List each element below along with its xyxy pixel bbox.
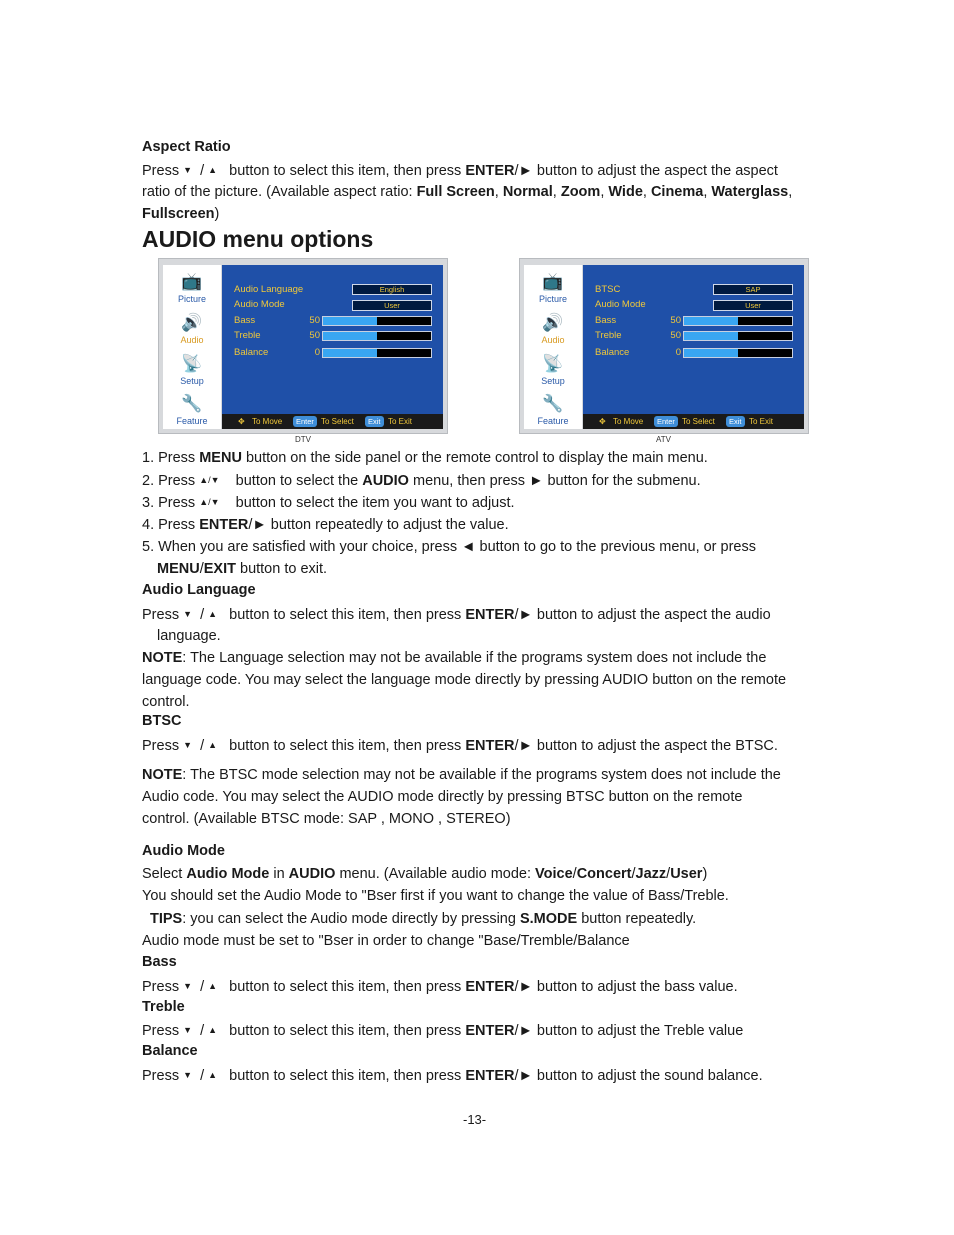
osd-foot-enter-key: Enter [293, 416, 317, 427]
osd-level-bar [683, 348, 793, 358]
balance-line: Press ▼ / ▲ button to select this item, then press ENTER/► button to adjust the sound balance. [142, 1068, 763, 1084]
osd-row-number: 0 [314, 347, 320, 358]
osd-row-label: Treble [595, 330, 622, 341]
osd-atv-screenshot [519, 258, 809, 434]
audio-language-heading: Audio Language [142, 582, 256, 598]
down-triangle-icon: ▼ [183, 981, 193, 991]
tools-icon: 🔧 [542, 394, 564, 413]
osd-row-number: 50 [309, 315, 320, 326]
osd-side-setup: 📡 Setup [541, 354, 565, 386]
osd-side-audio: 🔊 Audio [541, 313, 565, 345]
osd-sidebar [524, 265, 582, 429]
osd-foot-move: To Move [252, 417, 283, 426]
osd-side-feature: 🔧 Feature [537, 394, 569, 426]
up-triangle-icon: ▲ [208, 740, 218, 750]
osd-side-setup: 📡 Setup [180, 354, 204, 386]
osd-row-label: Balance [234, 347, 269, 358]
audio-language-note2: language code. You may select the language mode directly by pressing AUDIO button on the remote [142, 672, 787, 688]
btsc-note2: Audio code. You may select the AUDIO mode directly by pressing BTSC button on the remote [142, 789, 743, 805]
down-triangle-icon: ▼ [183, 740, 193, 750]
down-triangle-icon: ▼ [183, 1070, 193, 1080]
osd-foot-exit-key: Exit [726, 416, 745, 427]
osd-foot-exit: To Exit [749, 417, 774, 426]
osd-value-box: User [713, 300, 793, 311]
step-2: 2. Press ▲/▼ button to select the AUDIO menu, then press ► button for the submenu. [142, 473, 701, 489]
osd-side-feature: 🔧 Feature [176, 394, 208, 426]
bass-heading: Bass [142, 954, 177, 970]
up-triangle-icon: ▲ [208, 981, 218, 991]
speaker-icon: 🔊 [181, 313, 203, 332]
osd-row-label: Audio Mode [595, 299, 646, 310]
aspect-heading: Aspect Ratio [142, 139, 231, 155]
audio-mode-line1: Select Audio Mode in AUDIO menu. (Available audio mode: Voice/Concert/Jazz/User) [142, 866, 708, 882]
osd-foot-enter-key: Enter [654, 416, 678, 427]
up-down-triangle-icon: ▲/▼ [199, 475, 220, 485]
osd-footer [583, 414, 804, 429]
osd-row-number: 50 [670, 315, 681, 326]
up-triangle-icon: ▲ [208, 1025, 218, 1035]
osd-row-label: Audio Language [234, 284, 304, 295]
down-triangle-icon: ▼ [183, 165, 193, 175]
osd-row-label: Balance [595, 347, 630, 358]
osd-value-box: User [352, 300, 432, 311]
osd-atv-caption: ATV [656, 435, 671, 444]
osd-row-label: BTSC [595, 284, 621, 295]
audio-language-line2: language. [157, 628, 221, 644]
move-arrows-icon: ✥ [238, 417, 245, 426]
osd-level-bar [683, 331, 793, 341]
osd-dtv-screenshot [158, 258, 448, 434]
satellite-dish-icon: 📡 [542, 354, 564, 373]
down-triangle-icon: ▼ [183, 609, 193, 619]
satellite-dish-icon: 📡 [181, 354, 203, 373]
audio-language-line1: Press ▼ / ▲ button to select this item, then press ENTER/► button to adjust the aspect the audio [142, 607, 771, 623]
osd-footer [222, 414, 443, 429]
up-triangle-icon: ▲ [208, 609, 218, 619]
balance-heading: Balance [142, 1043, 198, 1059]
treble-heading: Treble [142, 999, 185, 1015]
osd-row-label: Bass [234, 315, 256, 326]
osd-main-panel [583, 265, 804, 415]
osd-sidebar [163, 265, 221, 429]
audio-mode-heading: Audio Mode [142, 843, 225, 859]
up-triangle-icon: ▲ [208, 165, 218, 175]
tv-icon: 📺 [542, 272, 564, 291]
osd-value-box: SAP [713, 284, 793, 295]
osd-foot-select: To Select [682, 417, 715, 426]
step-5-line1: 5. When you are satisfied with your choice, press ◄ button to go to the previous menu, or press [142, 539, 756, 555]
osd-foot-select: To Select [321, 417, 354, 426]
osd-side-picture: 📺 Picture [177, 272, 206, 304]
speaker-icon: 🔊 [542, 313, 564, 332]
osd-row-number: 50 [670, 330, 681, 341]
osd-foot-exit-key: Exit [365, 416, 384, 427]
osd-row-number: 0 [675, 347, 681, 358]
btsc-line1: Press ▼ / ▲ button to select this item, then press ENTER/► button to adjust the aspect the BTSC. [142, 738, 778, 754]
aspect-line3: Fullscreen) [142, 206, 220, 222]
up-down-triangle-icon: ▲/▼ [199, 497, 220, 507]
osd-level-bar [322, 348, 432, 358]
down-triangle-icon: ▼ [183, 1025, 193, 1035]
step-5-line2: MENU/EXIT button to exit. [157, 561, 328, 577]
osd-row-label: Treble [234, 330, 261, 341]
btsc-note3: control. (Available BTSC mode: SAP , MONO , STEREO) [142, 811, 511, 827]
up-triangle-icon: ▲ [208, 1070, 218, 1080]
audio-language-note3: control. [142, 694, 190, 710]
osd-foot-exit: To Exit [388, 417, 413, 426]
osd-row-number: 50 [309, 330, 320, 341]
bass-line: Press ▼ / ▲ button to select this item, then press ENTER/► button to adjust the bass value. [142, 979, 738, 995]
btsc-heading: BTSC [142, 713, 182, 729]
audio-mode-tips: TIPS: you can select the Audio mode directly by pressing S.MODE button repeatedly. [150, 911, 697, 927]
aspect-line2: ratio of the picture. (Available aspect ratio: Full Screen, Normal, Zoom, Wide, Cinema, Waterglass, [142, 184, 793, 200]
tools-icon: 🔧 [181, 394, 203, 413]
audio-mode-line2: You should set the Audio Mode to "Bser first if you want to change the value of Bass/Treble. [142, 888, 729, 904]
osd-value-box: English [352, 284, 432, 295]
osd-dtv-caption: DTV [295, 435, 311, 444]
move-arrows-icon: ✥ [599, 417, 606, 426]
osd-row-label: Bass [595, 315, 617, 326]
osd-level-bar [683, 316, 793, 326]
treble-line: Press ▼ / ▲ button to select this item, then press ENTER/► button to adjust the Treble value [142, 1023, 744, 1039]
step-4: 4. Press ENTER/► button repeatedly to adjust the value. [142, 517, 509, 533]
osd-foot-move: To Move [613, 417, 644, 426]
step-1: 1. Press MENU button on the side panel or the remote control to display the main menu. [142, 450, 708, 466]
osd-level-bar [322, 316, 432, 326]
page-number: -13- [463, 1112, 487, 1127]
audio-mode-line4: Audio mode must be set to "Bser in order to change "Base/Tremble/Balance [142, 933, 630, 949]
btsc-note1: NOTE: The BTSC mode selection may not be available if the programs system does not include the [142, 767, 781, 783]
osd-side-audio: 🔊 Audio [180, 313, 204, 345]
section-title: AUDIO menu options [142, 226, 374, 252]
osd-side-picture: 📺 Picture [538, 272, 567, 304]
osd-row-label: Audio Mode [234, 299, 285, 310]
step-3: 3. Press ▲/▼ button to select the item you want to adjust. [142, 495, 515, 511]
osd-level-bar [322, 331, 432, 341]
tv-icon: 📺 [181, 272, 203, 291]
audio-language-note1: NOTE: The Language selection may not be available if the programs system does not include the [142, 650, 767, 666]
osd-main-panel [222, 265, 443, 415]
aspect-line1: Press ▼ / ▲ button to select this item, then press ENTER/► button to adjust the aspect the aspect [142, 163, 778, 179]
